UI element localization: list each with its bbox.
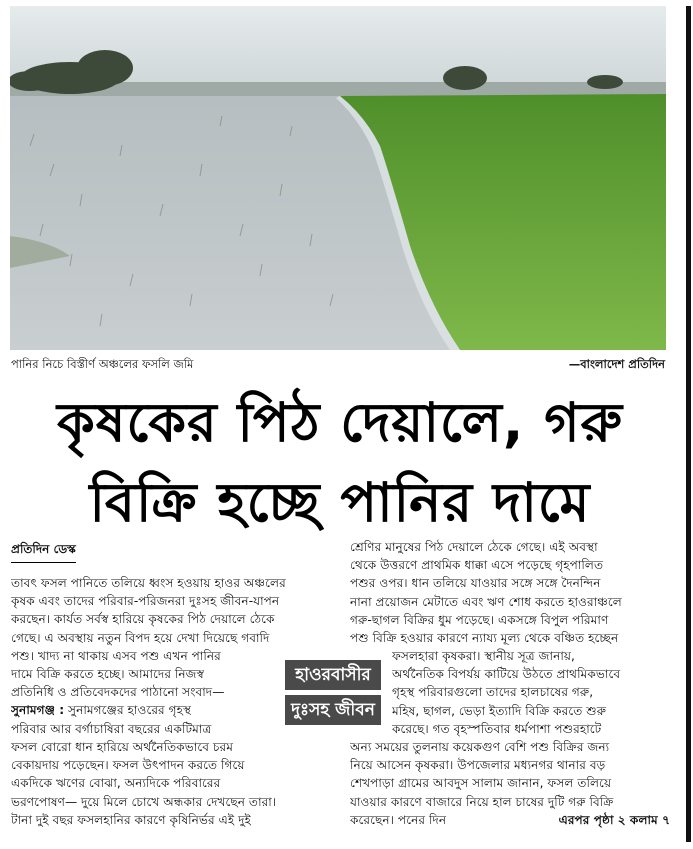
text-line: গরু-ছাগল বিক্রির ধুম পড়েছে। একসঙ্গে বিপুল পরিমাণ [350, 612, 609, 627]
column-right-mid [392, 647, 670, 738]
column-left-mid [11, 665, 279, 738]
continued-on-link[interactable]: এরপর পৃষ্ঠা ২ কলাম ৭ [558, 812, 670, 827]
headline-line-1: কৃষকের পিঠ দেয়ালে, গরু [56, 391, 624, 454]
text-line: মহিষ, ছাগল, ভেড়া ইত্যাদি বিক্রি করতে শুরু [392, 703, 607, 718]
text-line: গেছে। এ অবস্থায় নতুন বিপদ হয়ে দেখা দিয়েছে গবাদি [11, 630, 270, 645]
column-left-top [11, 574, 339, 665]
news-photo [10, 6, 666, 350]
text-line: পরিবার আর বর্গাচাষিরা বছরের একটিমাত্র [11, 721, 212, 736]
text-line: থেকে উত্তরণে প্রাথমিক ধাক্কা এসে পড়েছে গৃহপালিত [350, 558, 604, 573]
text-line: পশু বিক্রি হওয়ার কারণে ন্যায্য মূল্য থেকে বঞ্চিত হচ্ছেন [350, 631, 619, 646]
text-line: তাবৎ ফসল পানিতে তলিয়ে ধ্বংস হওয়ায় হাওর অঞ্চলের [11, 576, 286, 590]
text-line: করছেন। কার্যত সর্বস্ব হারিয়ে কৃষকের পিঠ দেয়ালে ঠেকে [11, 612, 275, 627]
place-text: সুনামগঞ্জের হাওরের গৃহস্থ [68, 703, 192, 718]
column-left-bottom [11, 738, 339, 829]
text-line: শেখপাড়া গ্রামের আবদুস সালাম জানান, ফসল তলিয়ে [350, 776, 612, 791]
photo-credit: —বাংলাদেশ প্রতিদিন [568, 357, 665, 371]
text-line: নানা প্রয়োজন মেটাতে এবং ঋণ শোধ করতে হাওরাঞ্চলে [350, 594, 622, 609]
text-line: দামে বিক্রি করতে হচ্ছে। আমাদের নিজস্ব [11, 667, 204, 681]
text-line: পশু। খাদ্য না থাকায় এসব পশু এখন পানির [11, 648, 221, 663]
text-line: ভরণপোষণ— দুয়ে মিলে চোখে অন্ধকার দেখছেন তারা। [11, 794, 277, 809]
photo-caption: পানির নিচে বিস্তীর্ণ অঞ্চলের ফসলি জমি [11, 357, 194, 371]
text-line: একদিকে ঋণের বোঝা, অন্যদিকে পরিবারের [11, 776, 221, 791]
text-line: ফসল বোরো ধান হারিয়ে অর্থনৈতিকভাবে চরম [11, 740, 233, 754]
text-line: অন্য সময়ের তুলনায় কয়েকগুণ বেশি পশু বিক্রির জন্য [350, 740, 610, 754]
text-line: করেছে। গত বৃহস্পতিবার ধর্মপাশা পশুরহাটে [392, 721, 602, 736]
headline-line-2: বিক্রি হচ্ছে পানির দামে [89, 471, 591, 534]
text-line: প্রতিনিধি ও প্রতিবেদকদের পাঠানো সংবাদ— [11, 685, 225, 700]
text-line [350, 811, 670, 829]
place-name: সুনামগঞ্জ : [11, 703, 65, 718]
last-line-text: করেছেন। পনের দিন [350, 812, 447, 827]
text-line: যাওয়ার কারণে বাজারে নিয়ে হাল চাষের দুটি গরু বিক্রি [350, 794, 614, 809]
page-edge-rule [686, 6, 691, 842]
inset-box-line-1: হাওরবাসীর [285, 660, 381, 690]
byline: প্রতিদিন ডেস্ক [11, 541, 76, 563]
text-line: পশুর ওপর। ধান তলিয়ে যাওয়ার সঙ্গে সঙ্গে দৈনন্দিন [350, 576, 601, 591]
column-right-top [350, 538, 670, 647]
inset-box-line-2: দুঃসহ জীবন [285, 695, 381, 725]
column-right-bottom [350, 738, 670, 829]
text-line: গৃহস্থ পরিবারগুলো তাদের হালচাষের গরু, [392, 685, 594, 700]
text-line [11, 701, 279, 719]
text-line: কৃষক এবং তাদের পরিবার-পরিজনরা দুঃসহ জীবন-যাপন [11, 594, 280, 609]
text-line: টানা দুই বছর ফসলহানির কারণে কৃষিনির্ভর এই দুই [11, 812, 251, 827]
text-line: নিয়ে আসেন কৃষকরা। উপজেলার মধ্যনগর থানার বড় [350, 758, 606, 773]
text-line: শ্রেণির মানুষের পিঠ দেয়ালে ঠেকে গেছে। এই অবস্থা [350, 540, 598, 554]
text-line: বেকায়দায় পড়েছেন। ফসল উৎপাদন করতে গিয়ে [11, 758, 245, 773]
flooded-field-image [10, 6, 666, 350]
text-line: ফসলহারা কৃষকরা। স্থানীয় সূত্র জানায়, [392, 649, 575, 663]
text-line: অর্থনৈতিক বিপর্যয় কাটিয়ে উঠতে প্রাথমিকভাবে [392, 667, 621, 682]
